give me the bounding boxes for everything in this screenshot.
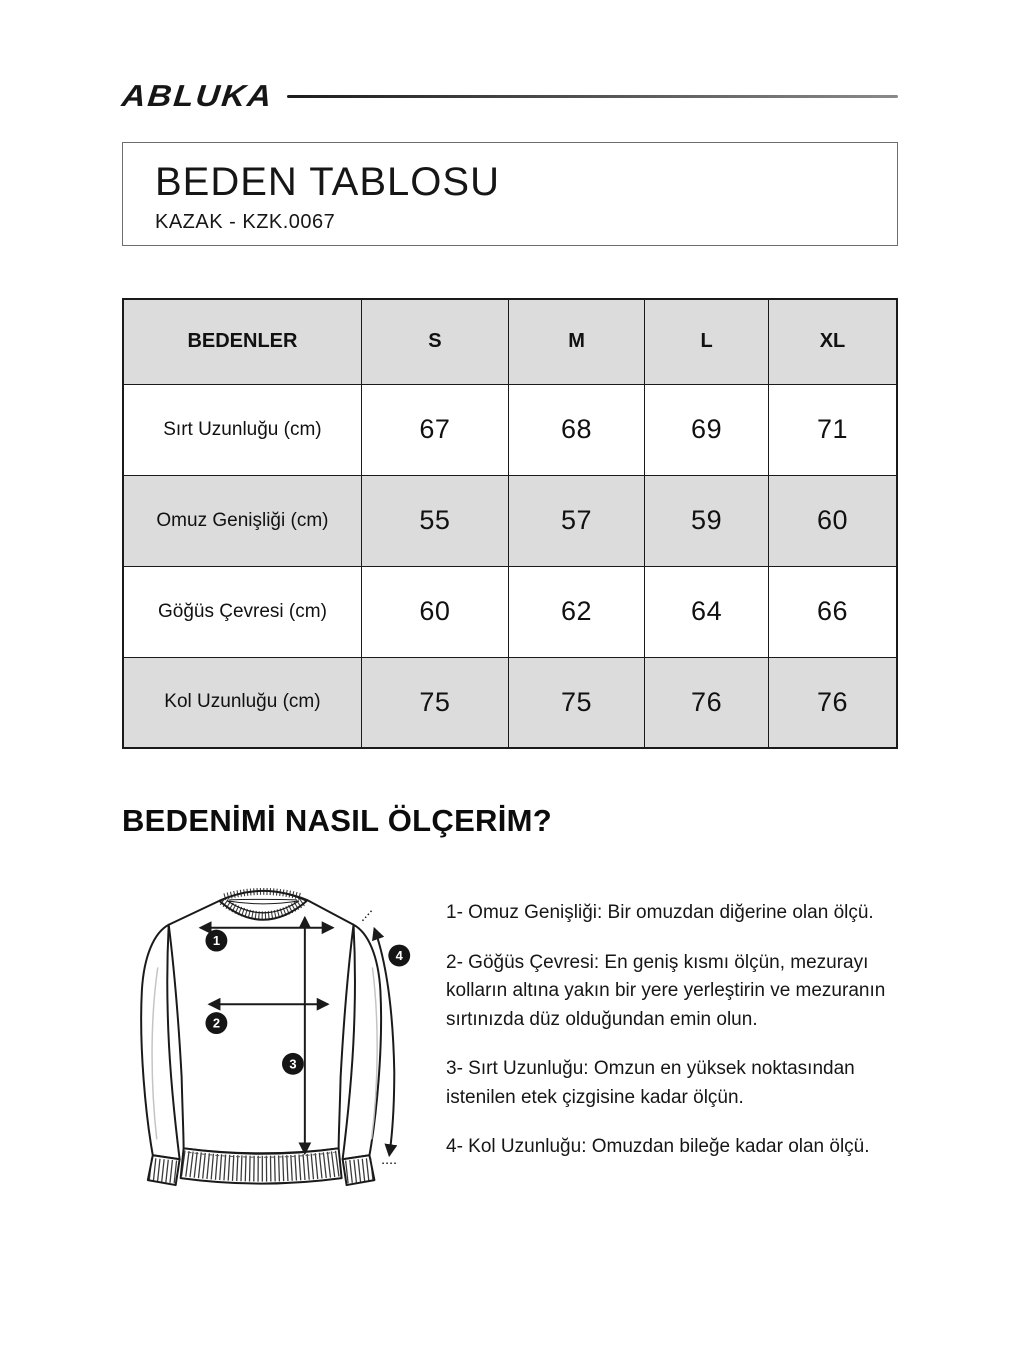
table-cell: 76 <box>645 657 769 748</box>
table-cell: 71 <box>768 384 897 475</box>
table-cell: 57 <box>508 475 644 566</box>
table-cell: 62 <box>508 566 644 657</box>
svg-text:1: 1 <box>212 933 220 949</box>
sweater-diagram-svg <box>122 873 440 1203</box>
instruction-step-2: 2- Göğüs Çevresi: En geniş kısmı ölçün, mezurayı kolların altına yakın bir yere yerleştirin ve mezuranın sırtınızda düz olduğundan emin olun. <box>446 951 886 1030</box>
brand-logo: ABLUKA <box>120 78 276 113</box>
row-label-gogus-cevresi: Göğüs Çevresi (cm) <box>123 566 361 657</box>
header-cell-size-l: L <box>645 299 769 384</box>
header-cell-size-s: S <box>361 299 508 384</box>
table-cell: 75 <box>361 657 508 748</box>
table-cell: 66 <box>768 566 897 657</box>
table-cell: 55 <box>361 475 508 566</box>
page-title: BEDEN TABLOSU <box>155 160 500 204</box>
svg-text:3: 3 <box>289 1056 297 1072</box>
measurement-instructions <box>440 873 898 1208</box>
table-cell: 68 <box>508 384 644 475</box>
header-divider-line <box>287 95 898 98</box>
row-label-kol-uzunlugu: Kol Uzunluğu (cm) <box>123 657 361 748</box>
table-cell: 60 <box>768 475 897 566</box>
instruction-step-4: 4- Kol Uzunluğu: Omuzdan bileğe kadar olan ölçü. <box>446 1136 870 1157</box>
table-row <box>123 657 897 748</box>
table-row <box>123 475 897 566</box>
sweater-measurement-diagram <box>122 873 440 1208</box>
header-cell-bedenler: BEDENLER <box>123 299 361 384</box>
sleeve-arrow-top-tick <box>362 910 372 921</box>
table-cell: 64 <box>645 566 769 657</box>
header-cell-size-m: M <box>508 299 644 384</box>
table-row <box>123 566 897 657</box>
instruction-step-3: 3- Sırt Uzunluğu: Omzun en yüksek noktasından istenilen etek çizgisine kadar ölçün. <box>446 1058 855 1108</box>
table-cell: 76 <box>768 657 897 748</box>
sweater-torso <box>169 891 354 1153</box>
instruction-step-1: 1- Omuz Genişliği: Bir omuzdan diğerine olan ölçü. <box>446 902 874 923</box>
how-to-measure-heading: BEDENİMİ NASIL ÖLÇERİM? <box>122 803 553 838</box>
product-code-subtitle: KAZAK - KZK.0067 <box>155 211 336 233</box>
svg-text:2: 2 <box>212 1015 220 1031</box>
svg-text:4: 4 <box>395 947 403 963</box>
row-label-sirt-uzunlugu: Sırt Uzunluğu (cm) <box>123 384 361 475</box>
how-to-measure-body <box>122 873 898 1208</box>
sweater-hem-band <box>181 1148 342 1183</box>
table-cell: 60 <box>361 566 508 657</box>
title-box <box>122 142 898 246</box>
marker-3 <box>282 1053 304 1075</box>
size-table-header-row <box>123 299 897 384</box>
marker-4 <box>388 945 410 967</box>
table-cell: 67 <box>361 384 508 475</box>
table-cell: 69 <box>645 384 769 475</box>
marker-1 <box>205 930 227 952</box>
header-cell-size-xl: XL <box>768 299 897 384</box>
table-cell: 59 <box>645 475 769 566</box>
size-table <box>122 298 898 749</box>
table-cell: 75 <box>508 657 644 748</box>
table-row <box>123 384 897 475</box>
brand-header <box>122 78 898 114</box>
marker-2 <box>205 1012 227 1034</box>
row-label-omuz-genisligi: Omuz Genişliği (cm) <box>123 475 361 566</box>
